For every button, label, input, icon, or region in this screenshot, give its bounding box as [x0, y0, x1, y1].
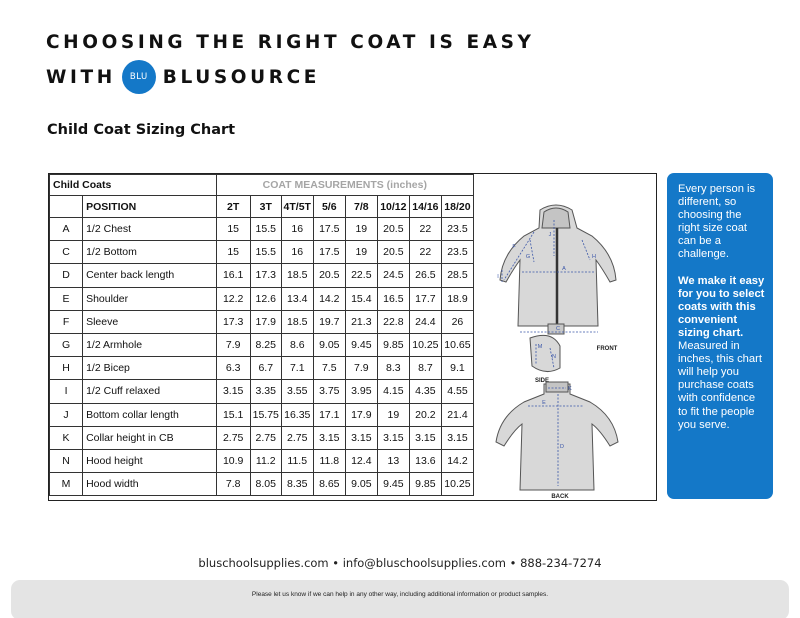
coat-diagram: [474, 196, 656, 500]
measurement-cell: 15: [216, 241, 250, 264]
row-code: I: [50, 380, 83, 403]
measurement-cell: 24.4: [409, 310, 441, 333]
table-corner-label: Child Coats: [50, 175, 217, 196]
measurement-cell: 19: [377, 403, 409, 426]
measurement-cell: 22: [409, 241, 441, 264]
footer-banner: [11, 580, 789, 618]
measurement-cell: 11.5: [281, 449, 313, 472]
measurement-cell: 17.3: [216, 310, 250, 333]
brand-name: BLUSOURCE: [162, 66, 320, 88]
measurement-cell: 7.9: [216, 333, 250, 356]
label-n: N: [552, 354, 556, 360]
row-code: G: [50, 333, 83, 356]
measurement-cell: 16: [281, 218, 313, 241]
row-code: H: [50, 357, 83, 380]
row-position: 1/2 Bottom: [83, 241, 217, 264]
row-code: E: [50, 287, 83, 310]
measurement-cell: 19.7: [313, 310, 345, 333]
table-row: [50, 287, 474, 310]
measurement-cell: 8.7: [409, 357, 441, 380]
measurement-cell: 20.5: [377, 218, 409, 241]
measurement-cell: 17.9: [345, 403, 377, 426]
label-side: SIDE: [534, 378, 550, 384]
table-row: [50, 403, 474, 426]
measurement-cell: 20.5: [377, 241, 409, 264]
size-header: 4T/5T: [281, 196, 313, 218]
table-row: [50, 473, 474, 496]
headline-line-2: [46, 60, 320, 94]
row-code: K: [50, 426, 83, 449]
label-g: G: [525, 254, 531, 260]
coat-back-illustration: [496, 382, 618, 490]
measurement-cell: 26.5: [409, 264, 441, 287]
size-header: 5/6: [313, 196, 345, 218]
measurement-cell: 22.8: [377, 310, 409, 333]
panel-intro: Every person is different, so choosing the right size coat can be a challenge.: [678, 183, 756, 261]
code-header: [50, 196, 83, 218]
measurement-cell: 3.15: [377, 426, 409, 449]
row-position: Center back length: [83, 264, 217, 287]
measurement-cell: 2.75: [281, 426, 313, 449]
row-position: 1/2 Chest: [83, 218, 217, 241]
table-header-row: [50, 196, 474, 218]
measurement-cell: 11.8: [313, 449, 345, 472]
row-code: D: [50, 264, 83, 287]
label-j: J: [548, 232, 552, 238]
measurement-cell: 16.35: [281, 403, 313, 426]
measurement-cell: 2.75: [216, 426, 250, 449]
label-e: E: [542, 400, 546, 406]
measurement-cell: 17.7: [409, 287, 441, 310]
measurement-cell: 10.25: [441, 473, 473, 496]
row-code: F: [50, 310, 83, 333]
measurement-cell: 8.6: [281, 333, 313, 356]
label-i: I: [497, 274, 499, 280]
row-position: Bottom collar length: [83, 403, 217, 426]
measurement-cell: 14.2: [441, 449, 473, 472]
measurement-cell: 22.5: [345, 264, 377, 287]
measurement-cell: 15.4: [345, 287, 377, 310]
row-position: Sleeve: [83, 310, 217, 333]
measurement-cell: 17.1: [313, 403, 345, 426]
row-position: Hood width: [83, 473, 217, 496]
measurement-cell: 24.5: [377, 264, 409, 287]
footer-text: Please let us know if we can help in any other way, including additional information or product samples.: [251, 591, 549, 598]
measurement-cell: 23.5: [441, 218, 473, 241]
row-code: C: [50, 241, 83, 264]
table-row: [50, 380, 474, 403]
measurement-cell: 7.8: [216, 473, 250, 496]
measurement-cell: 18.9: [441, 287, 473, 310]
measurement-cell: 20.2: [409, 403, 441, 426]
measurement-cell: 6.3: [216, 357, 250, 380]
table-row: [50, 449, 474, 472]
measurement-cell: 19: [345, 218, 377, 241]
measurement-cell: 3.15: [345, 426, 377, 449]
measurement-cell: 3.15: [216, 380, 250, 403]
table-row: [50, 333, 474, 356]
measurement-cell: 7.1: [281, 357, 313, 380]
measurements-title: COAT MEASUREMENTS (inches): [216, 175, 473, 196]
blu-logo: BLU: [122, 60, 156, 94]
sizing-chart: [48, 173, 657, 501]
sizing-table: [49, 174, 474, 496]
info-panel: [667, 173, 773, 499]
measurement-cell: 15.5: [250, 241, 281, 264]
label-back: BACK: [551, 494, 569, 500]
measurement-cell: 13: [377, 449, 409, 472]
row-code: J: [50, 403, 83, 426]
measurement-cell: 7.5: [313, 357, 345, 380]
measurement-cell: 2.75: [250, 426, 281, 449]
label-a: A: [562, 266, 566, 272]
headline-line-1: CHOOSING THE RIGHT COAT IS EASY: [46, 32, 535, 53]
measurement-cell: 16.1: [216, 264, 250, 287]
measurement-cell: 3.15: [313, 426, 345, 449]
measurement-cell: 17.5: [313, 241, 345, 264]
measurement-cell: 9.05: [345, 473, 377, 496]
table-row: [50, 310, 474, 333]
table-title-row: [50, 175, 474, 196]
row-position: Shoulder: [83, 287, 217, 310]
table-row: [50, 426, 474, 449]
measurement-cell: 17.9: [250, 310, 281, 333]
measurement-cell: 22: [409, 218, 441, 241]
row-position: 1/2 Cuff relaxed: [83, 380, 217, 403]
measurement-cell: 12.4: [345, 449, 377, 472]
measurement-cell: 8.35: [281, 473, 313, 496]
measurement-cell: 9.85: [377, 333, 409, 356]
measurement-cell: 12.2: [216, 287, 250, 310]
measurement-cell: 12.6: [250, 287, 281, 310]
measurement-cell: 10.9: [216, 449, 250, 472]
measurement-cell: 4.35: [409, 380, 441, 403]
measurement-cell: 6.7: [250, 357, 281, 380]
measurement-cell: 15.75: [250, 403, 281, 426]
size-header: 2T: [216, 196, 250, 218]
measurement-cell: 9.45: [345, 333, 377, 356]
label-d: D: [560, 444, 564, 450]
measurement-cell: 15.1: [216, 403, 250, 426]
measurement-cell: 13.6: [409, 449, 441, 472]
size-header: 7/8: [345, 196, 377, 218]
row-position: 1/2 Bicep: [83, 357, 217, 380]
coat-front-illustration: [500, 205, 616, 334]
label-front: FRONT: [596, 346, 618, 352]
page-title: Child Coat Sizing Chart: [47, 122, 236, 138]
measurement-cell: 8.65: [313, 473, 345, 496]
measurement-cell: 18.5: [281, 264, 313, 287]
size-header: 18/20: [441, 196, 473, 218]
label-h: H: [592, 254, 596, 260]
measurement-cell: 4.55: [441, 380, 473, 403]
size-header: 10/12: [377, 196, 409, 218]
measurement-cell: 8.25: [250, 333, 281, 356]
row-position: Hood height: [83, 449, 217, 472]
measurement-cell: 10.65: [441, 333, 473, 356]
measurement-cell: 20.5: [313, 264, 345, 287]
row-code: N: [50, 449, 83, 472]
row-position: Collar height in CB: [83, 426, 217, 449]
measurement-cell: 3.95: [345, 380, 377, 403]
measurement-cell: 17.5: [313, 218, 345, 241]
row-code: M: [50, 473, 83, 496]
measurement-cell: 9.05: [313, 333, 345, 356]
measurement-cell: 9.1: [441, 357, 473, 380]
measurement-cell: 16: [281, 241, 313, 264]
measurement-cell: 9.85: [409, 473, 441, 496]
measurement-cell: 14.2: [313, 287, 345, 310]
measurement-cell: 26: [441, 310, 473, 333]
measurement-cell: 8.3: [377, 357, 409, 380]
table-row: [50, 357, 474, 380]
measurement-cell: 17.3: [250, 264, 281, 287]
measurement-cell: 28.5: [441, 264, 473, 287]
measurement-cell: 19: [345, 241, 377, 264]
measurement-cell: 15.5: [250, 218, 281, 241]
measurement-cell: 21.4: [441, 403, 473, 426]
measurement-cell: 15: [216, 218, 250, 241]
table-row: [50, 264, 474, 287]
measurement-cell: 10.25: [409, 333, 441, 356]
table-row: [50, 241, 474, 264]
measurement-cell: 9.45: [377, 473, 409, 496]
measurement-cell: 7.9: [345, 357, 377, 380]
measurement-cell: 3.55: [281, 380, 313, 403]
measurement-cell: 13.4: [281, 287, 313, 310]
label-f: F: [512, 244, 516, 250]
measurement-cell: 3.15: [441, 426, 473, 449]
measurement-cell: 18.5: [281, 310, 313, 333]
measurement-cell: 23.5: [441, 241, 473, 264]
measurement-cell: 3.15: [409, 426, 441, 449]
measurement-cell: 4.15: [377, 380, 409, 403]
label-m: M: [537, 344, 543, 350]
panel-highlight: We make it easy for you to select coats with this convenient sizing chart.: [678, 274, 765, 339]
label-k: K: [568, 386, 572, 392]
position-header: POSITION: [83, 196, 217, 218]
measurement-cell: 8.05: [250, 473, 281, 496]
measurement-cell: 3.35: [250, 380, 281, 403]
table-row: [50, 218, 474, 241]
row-position: 1/2 Armhole: [83, 333, 217, 356]
size-header: 3T: [250, 196, 281, 218]
contact-line: bluschoolsupplies.com • info@bluschoolsupplies.com • 888-234-7274: [198, 556, 602, 570]
headline-with: WITH: [46, 66, 116, 88]
measurement-cell: 11.2: [250, 449, 281, 472]
label-c: C: [556, 326, 560, 332]
measurement-cell: 21.3: [345, 310, 377, 333]
panel-detail: Measured in inches, this chart will help you purchase coats with confidence to fit the people you serve.: [678, 340, 762, 431]
measurement-cell: 3.75: [313, 380, 345, 403]
size-header: 14/16: [409, 196, 441, 218]
row-code: A: [50, 218, 83, 241]
measurement-cell: 16.5: [377, 287, 409, 310]
